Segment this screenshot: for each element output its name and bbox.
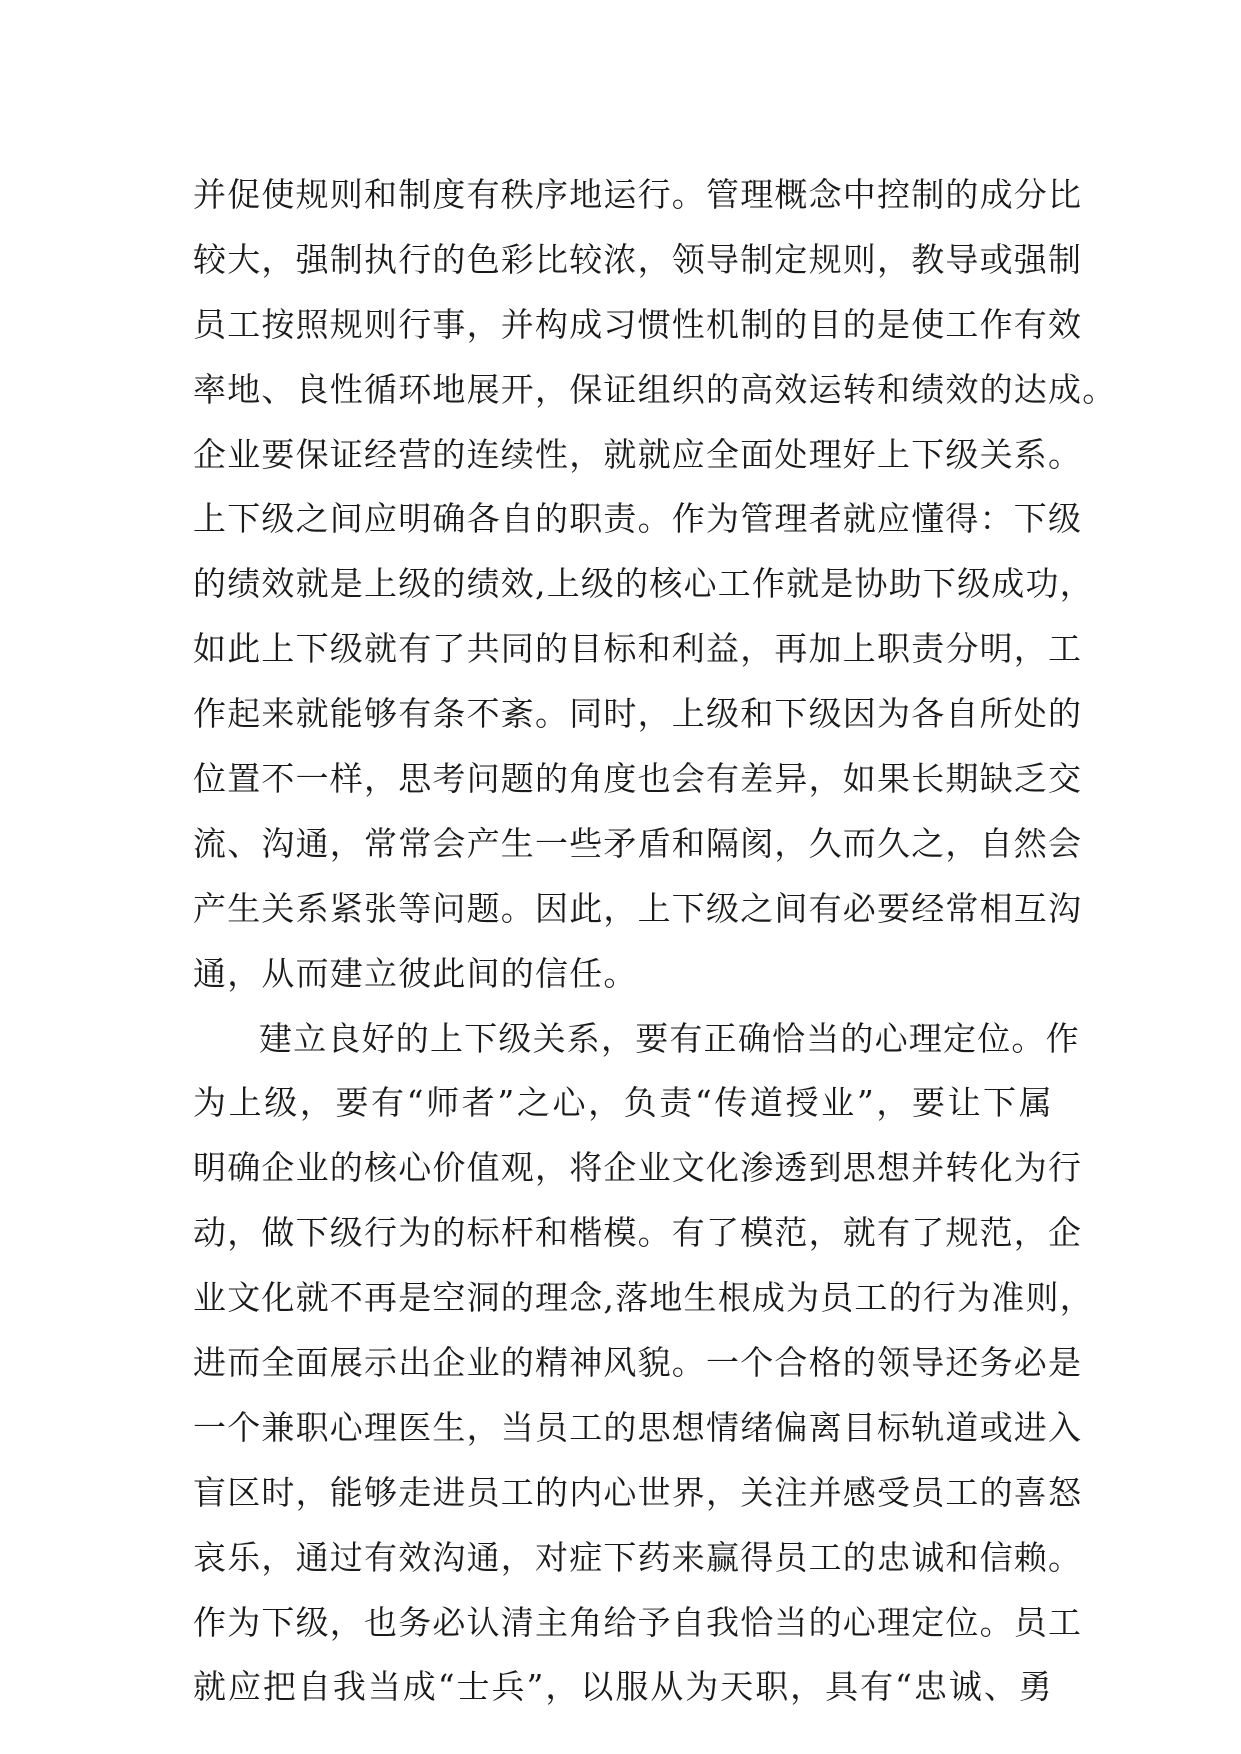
text-line: 明确企业的核心价值观，将企业文化渗透到思想并转化为行: [193, 1148, 1083, 1188]
text-line: 位置不一样，思考问题的角度也会有差异，如果长期缺乏交: [193, 759, 1083, 799]
text-line: 进而全面展示出企业的精神风貌。一个合格的领导还务必是: [193, 1343, 1083, 1383]
text-line: 产生关系紧张等问题。因此，上下级之间有必要经常相互沟: [193, 888, 1083, 928]
text-line: 为上级，要有“师者”之心，负责“传道授业”，要让下属: [193, 1083, 1053, 1123]
body-text: [193, 163, 1117, 1720]
text-line: 动，做下级行为的标杆和楷模。有了模范，就有了规范，企: [193, 1213, 1083, 1253]
text-line: 员工按照规则行事，并构成习惯性机制的目的是使工作有效: [193, 304, 1083, 344]
text-line: 哀乐，通过有效沟通，对症下药来赢得员工的忠诚和信赖。: [193, 1537, 1083, 1577]
paragraph-last-line: 通，从而建立彼此间的信任。: [193, 953, 638, 993]
text-line: 一个兼职心理医生，当员工的思想情绪偏离目标轨道或进入: [193, 1407, 1083, 1447]
paragraph-first-line: 建立良好的上下级关系，要有正确恰当的心理定位。作: [259, 1018, 1080, 1058]
text-line: 盲区时，能够走进员工的内心世界，关注并感受员工的喜怒: [193, 1472, 1083, 1512]
text-line: 企业要保证经营的连续性，就就应全面处理好上下级关系。: [193, 434, 1083, 474]
text-line: 较大，强制执行的色彩比较浓，领导制定规则，教导或强制: [193, 239, 1083, 279]
text-line: 并促使规则和制度有秩序地运行。管理概念中控制的成分比: [193, 175, 1083, 214]
text-line: 流、沟通，常常会产生一些矛盾和隔阂，久而久之，自然会: [193, 823, 1083, 863]
text-line: 就应把自我当成“士兵”，以服从为天职，具有“忠诚、勇: [193, 1667, 1053, 1707]
text-line: 的绩效就是上级的绩效,上级的核心工作就是协助下级成功，: [193, 564, 1094, 604]
text-line: 率地、良性循环地展开，保证组织的高效运转和绩效的达成。: [193, 369, 1117, 409]
text-line: 如此上下级就有了共同的目标和利益，再加上职责分明，工: [193, 629, 1083, 669]
text-line: 业文化就不再是空洞的理念,落地生根成为员工的行为准则，: [193, 1278, 1094, 1318]
text-line: 作起来就能够有条不紊。同时，上级和下级因为各自所处的: [193, 694, 1083, 734]
text-line: 作为下级，也务必认清主角给予自我恰当的心理定位。员工: [193, 1602, 1083, 1642]
text-line: 上下级之间应明确各自的职责。作为管理者就应懂得：下级: [193, 499, 1083, 539]
